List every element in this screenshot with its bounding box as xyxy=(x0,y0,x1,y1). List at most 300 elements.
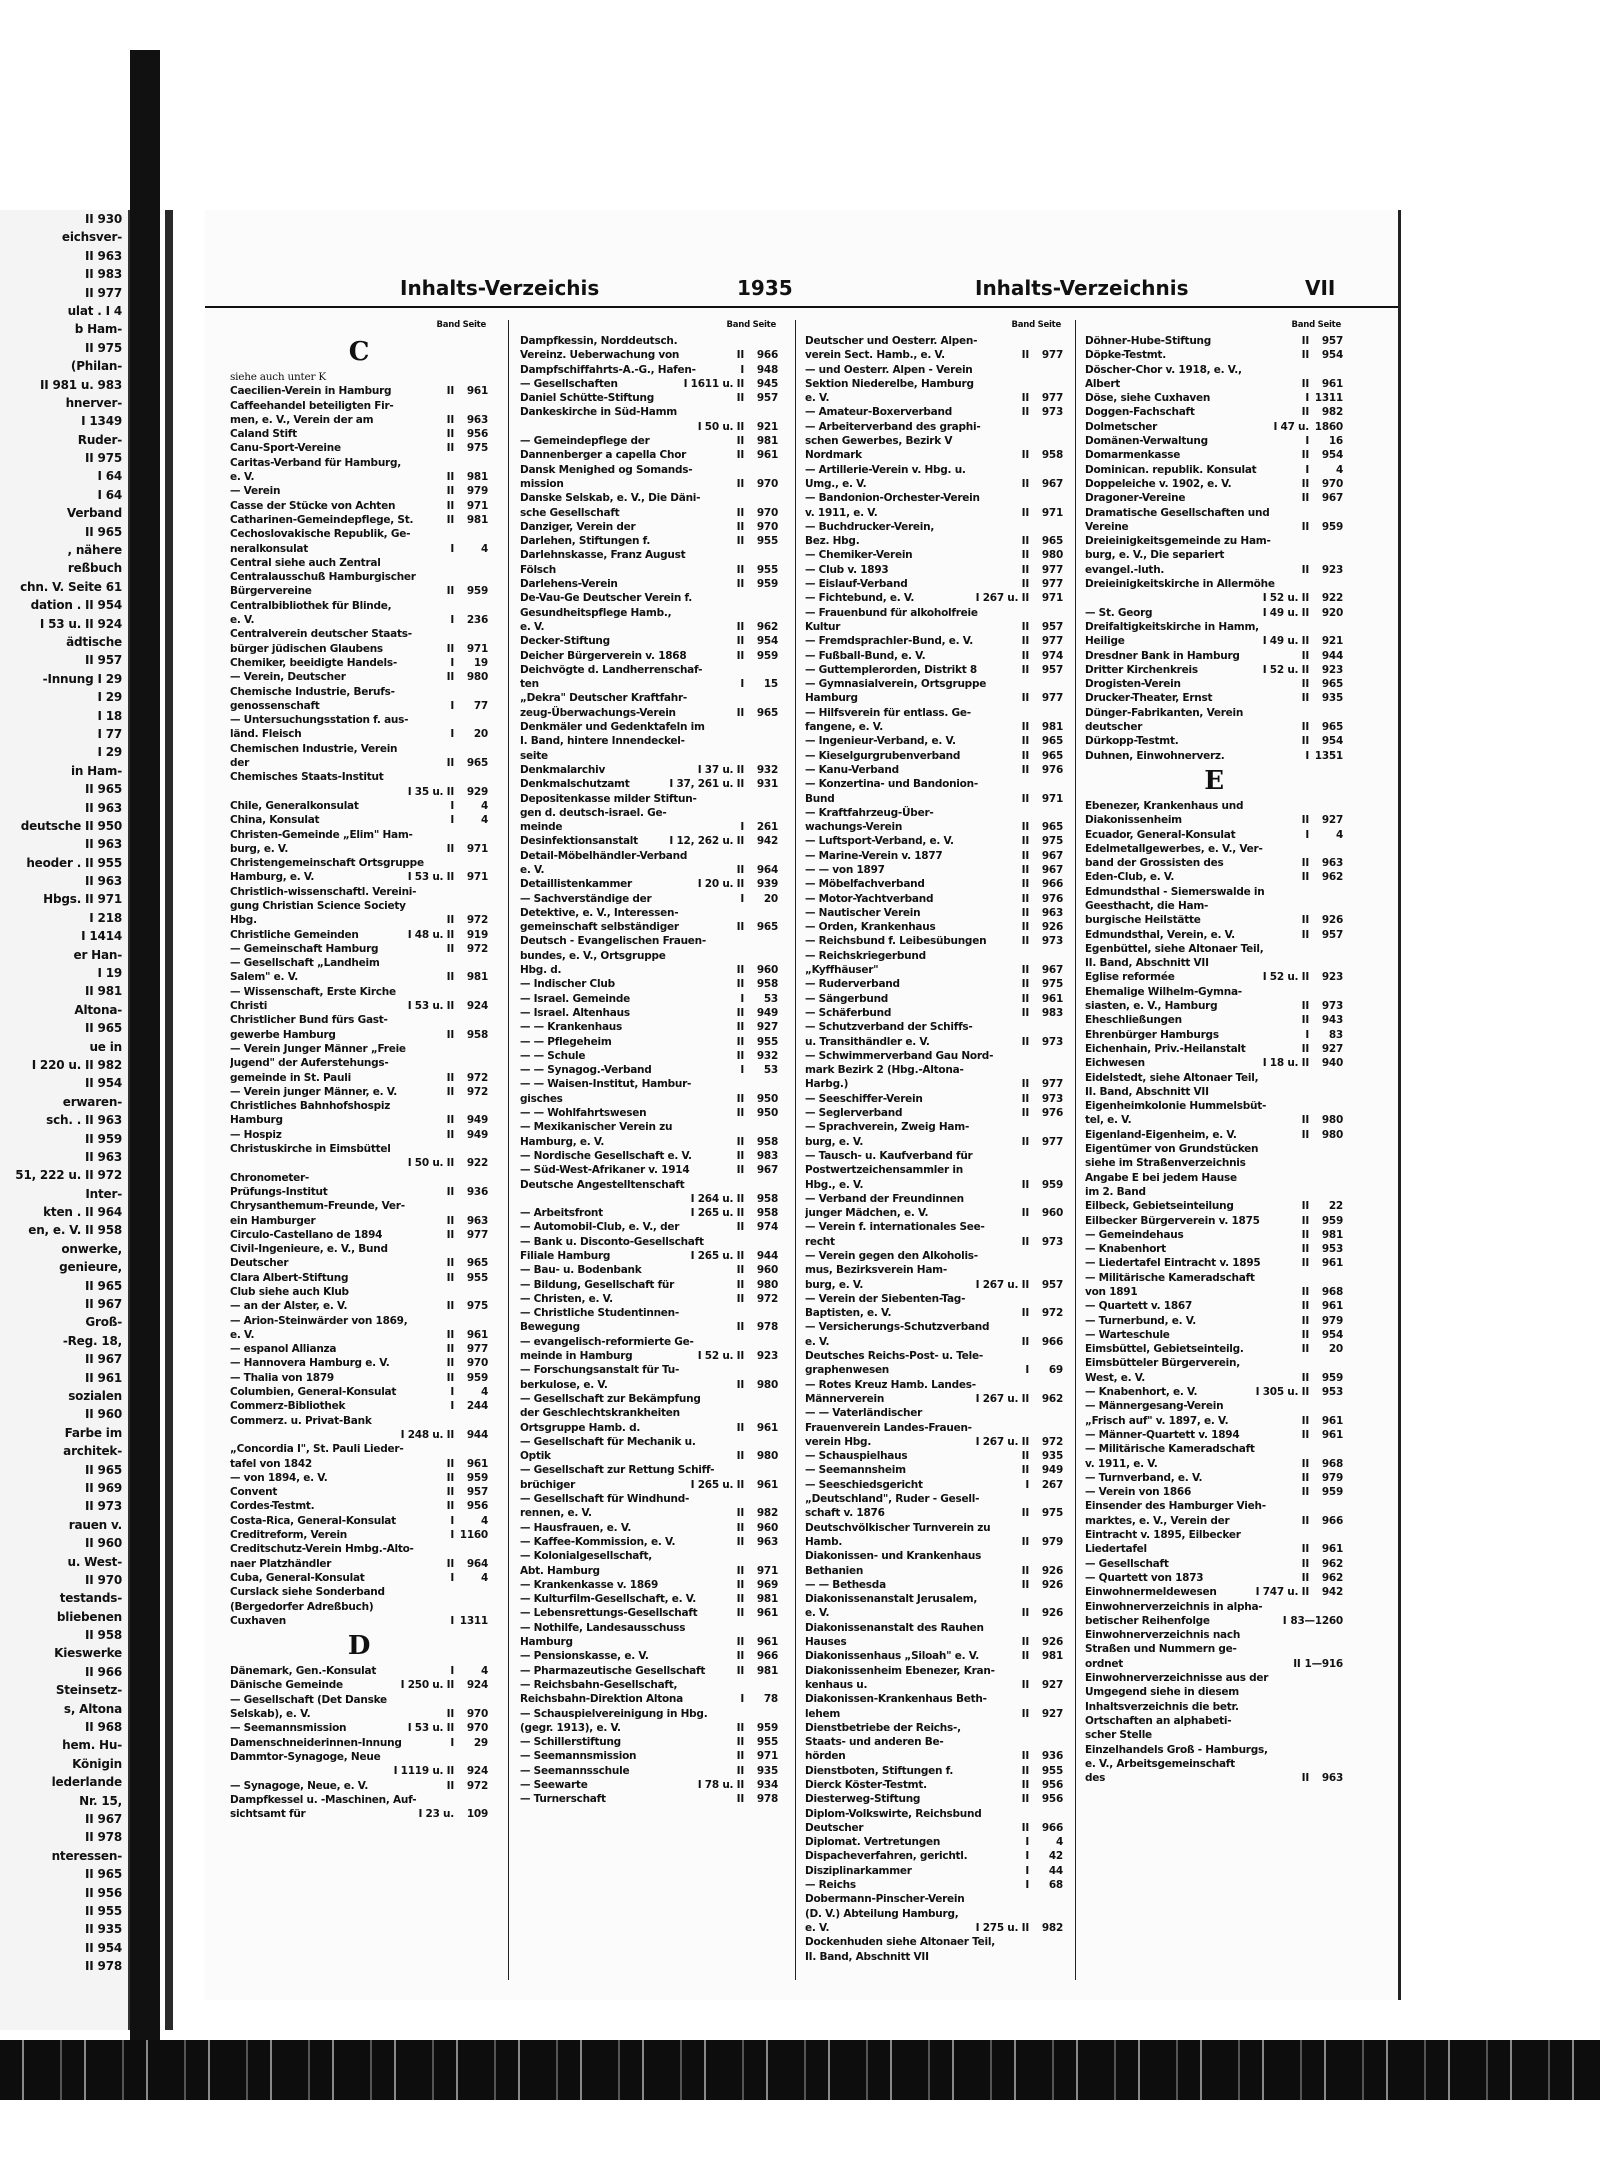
entry-band: II xyxy=(1021,1235,1029,1248)
entry-page: 921 xyxy=(1321,635,1343,648)
entry-page: 973 xyxy=(1041,1092,1063,1105)
index-entry xyxy=(805,620,1063,634)
entry-page: 944 xyxy=(756,1250,778,1262)
entry-name: burg, e. V. xyxy=(230,842,289,855)
entry-band: II xyxy=(736,1421,744,1434)
entry-name: — Christen, e. V. xyxy=(520,1292,613,1305)
entry-band: II xyxy=(736,1049,744,1062)
index-entry xyxy=(1085,942,1343,956)
index-entry xyxy=(1085,1214,1343,1228)
entry-name: — Untersuchungsstation f. aus- xyxy=(230,714,409,727)
entry-name: Dragoner-Vereine xyxy=(1085,492,1186,505)
column-divider xyxy=(508,320,509,1980)
index-entry xyxy=(1085,1485,1343,1499)
entry-page: 949 xyxy=(466,1128,488,1141)
entry-name: Vereinz. Ueberwachung von xyxy=(520,349,680,362)
entry-page: 961 xyxy=(756,1478,778,1491)
entry-page: 971 xyxy=(466,842,488,855)
entry-name: — Verein von 1866 xyxy=(1085,1486,1192,1499)
index-entry xyxy=(230,1228,488,1242)
entry-band: I 49 u. II xyxy=(1262,606,1309,619)
entry-name: — Bandonion-Orchester-Verein xyxy=(805,492,980,505)
entry-name: Doppeleiche v. 1902, e. V. xyxy=(1085,477,1232,490)
entry-name: Eheschließungen xyxy=(1085,1014,1182,1027)
index-entry xyxy=(805,1792,1063,1806)
index-entry xyxy=(805,1592,1063,1606)
entry-band: II xyxy=(446,513,454,526)
entry-name: naer Platzhändler xyxy=(230,1557,332,1570)
entry-page: 962 xyxy=(1321,1557,1343,1570)
entry-name: siasten, e. V., Hamburg xyxy=(1085,1000,1218,1013)
entry-name: — Fremdsprachler-Bund, e. V. xyxy=(805,635,974,648)
entry-name: — Artillerie-Verein v. Hbg. u. xyxy=(805,463,966,476)
entry-band: I xyxy=(1025,1864,1029,1877)
entry-name: — an der Alster, e. V. xyxy=(230,1300,348,1313)
index-entry xyxy=(1085,706,1343,720)
left-page-line: rauen v. xyxy=(68,1517,122,1532)
index-entry xyxy=(520,591,778,605)
index-entry xyxy=(230,427,488,441)
entry-name: — Reichskriegerbund xyxy=(805,949,926,962)
index-entry xyxy=(520,1220,778,1234)
left-page-line: lederlande xyxy=(51,1775,122,1790)
entry-page: 964 xyxy=(466,1557,488,1570)
index-entry xyxy=(520,620,778,634)
index-entry xyxy=(1085,1042,1343,1056)
entry-name: Denkmalarchiv xyxy=(520,763,606,776)
left-page-line: , nähere xyxy=(67,543,122,558)
left-page-line: II 935 xyxy=(85,1922,122,1937)
index-entry xyxy=(805,1349,1063,1363)
entry-page: 966 xyxy=(1041,878,1063,891)
index-entry xyxy=(1085,1657,1343,1671)
index-entry xyxy=(805,749,1063,763)
index-entry xyxy=(230,1807,488,1821)
entry-name: — Schauspielvereinigung in Hbg. xyxy=(520,1707,708,1720)
index-entry xyxy=(520,348,778,362)
left-page-line: II 954 xyxy=(85,1940,122,1955)
index-entry xyxy=(805,534,1063,548)
entry-band: I xyxy=(1305,749,1309,762)
index-entry xyxy=(1085,405,1343,419)
entry-name: Inhaltsverzeichnis die betr. xyxy=(1085,1700,1239,1713)
index-entry xyxy=(805,649,1063,663)
index-entry xyxy=(520,1106,778,1120)
entry-name: II. Band, Abschnitt VII xyxy=(1085,1085,1209,1098)
index-entry xyxy=(520,1492,778,1506)
index-entry xyxy=(1085,1728,1343,1742)
index-entry xyxy=(805,1106,1063,1120)
entry-page: 83—1260 xyxy=(1290,1614,1343,1627)
entry-page: 935 xyxy=(1321,692,1343,705)
entry-band: II xyxy=(1301,1128,1309,1141)
left-page-line: Steinsetz- xyxy=(55,1683,122,1698)
index-entry xyxy=(805,834,1063,848)
entry-page: 922 xyxy=(1321,592,1343,605)
index-entry xyxy=(230,1242,488,1256)
entry-name: — Frauenbund für alkoholfreie xyxy=(805,606,978,619)
index-entry xyxy=(805,591,1063,605)
entry-page: 940 xyxy=(1321,1057,1343,1070)
index-entry xyxy=(520,1135,778,1149)
left-page-line: ädtische xyxy=(66,634,122,649)
index-entry xyxy=(230,899,488,913)
index-entry xyxy=(230,642,488,656)
entry-page: 963 xyxy=(1321,857,1343,870)
index-entry xyxy=(520,949,778,963)
entry-name: Heilige xyxy=(1085,635,1125,648)
left-page-line: II 958 xyxy=(85,1628,122,1643)
left-page-line: II 967 xyxy=(85,1352,122,1367)
entry-name: — Lebensrettungs-Gesellschaft xyxy=(520,1607,698,1620)
entry-band: II xyxy=(736,1650,744,1663)
entry-page: 962 xyxy=(756,620,778,633)
entry-band: I xyxy=(1025,1879,1029,1892)
index-entry xyxy=(520,1149,778,1163)
index-entry xyxy=(520,1635,778,1649)
entry-page: 29 xyxy=(473,1736,488,1749)
entry-page: 959 xyxy=(1321,1371,1343,1384)
entry-page: 970 xyxy=(466,1722,488,1735)
entry-name: Eigenheimkolonie Hummelsbüt- xyxy=(1085,1100,1267,1113)
left-page-line: Nr. 15, xyxy=(79,1793,122,1808)
entry-name: ein Hamburger xyxy=(230,1214,316,1227)
entry-name: e. V. xyxy=(805,1921,830,1934)
index-entry xyxy=(805,1849,1063,1863)
entry-band: I xyxy=(450,728,454,741)
entry-band: I xyxy=(1305,828,1309,841)
index-entry xyxy=(1085,999,1343,1013)
index-entry xyxy=(805,1335,1063,1349)
entry-band: I xyxy=(740,1693,744,1706)
index-entry xyxy=(230,1707,488,1721)
entry-page: 1—916 xyxy=(1304,1657,1343,1670)
left-page-line: Altona- xyxy=(74,1002,122,1017)
entry-page: 961 xyxy=(1321,377,1343,390)
entry-page: 935 xyxy=(1041,1450,1063,1463)
entry-page: 979 xyxy=(1321,1314,1343,1327)
entry-name: Einsender des Hamburger Vieh- xyxy=(1085,1500,1266,1513)
index-entry xyxy=(1085,970,1343,984)
index-entry xyxy=(1085,1457,1343,1471)
index-entry xyxy=(805,477,1063,491)
entry-page: 923 xyxy=(756,1350,778,1363)
entry-band: II xyxy=(1021,906,1029,919)
entry-name: Civil-Ingenieure, e. V., Bund xyxy=(230,1243,388,1256)
entry-band: I 305 u. II xyxy=(1255,1386,1309,1399)
entry-name: Bund xyxy=(805,792,835,805)
entry-name: — Rotes Kreuz Hamb. Landes- xyxy=(805,1378,976,1391)
entry-band: I 37 u. II xyxy=(697,763,744,776)
entry-name: — Verein, Deutscher xyxy=(230,671,346,684)
entry-page: 927 xyxy=(1041,1707,1063,1720)
index-entry xyxy=(230,1256,488,1270)
index-entry xyxy=(520,1678,778,1692)
entry-band: I 275 u. II xyxy=(975,1921,1029,1934)
entry-name: — Luftsport-Verband, e. V. xyxy=(805,835,954,848)
entry-name: Jugend" der Auferstehungs- xyxy=(230,1057,389,1070)
entry-name: e. V. xyxy=(520,620,545,633)
entry-page: 949 xyxy=(466,1114,488,1127)
left-page-line: Ruder- xyxy=(77,432,122,447)
entry-page: 1160 xyxy=(459,1529,488,1542)
entry-band: II xyxy=(1021,978,1029,991)
entry-name: — Verein der Siebenten-Tag- xyxy=(805,1292,966,1305)
entry-name: Dolmetscher xyxy=(1085,420,1158,433)
entry-page: 954 xyxy=(1321,1328,1343,1341)
index-entry xyxy=(805,577,1063,591)
index-entry xyxy=(230,999,488,1013)
entry-name: Deutscher und Oesterr. Alpen- xyxy=(805,335,978,347)
entry-name: Domänen-Verwaltung xyxy=(1085,435,1208,448)
index-entry xyxy=(230,985,488,999)
entry-name: Clara Albert-Stiftung xyxy=(230,1271,349,1284)
index-entry xyxy=(1085,1185,1343,1199)
entry-name: scher Stelle xyxy=(1085,1729,1152,1742)
entry-name: Caecilien-Verein in Hamburg xyxy=(230,385,392,398)
entry-name: schen Gewerbes, Bezirk V xyxy=(805,435,953,448)
index-entry xyxy=(520,892,778,906)
entry-name: Christengemeinschaft Ortsgruppe xyxy=(230,857,424,870)
index-entry xyxy=(520,763,778,777)
entry-page: 977 xyxy=(1041,635,1063,648)
left-page-line: I 218 xyxy=(89,910,122,925)
entry-name: Circulo-Castellano de 1894 xyxy=(230,1228,383,1241)
band-header: Band xyxy=(1291,320,1318,330)
entry-page: 963 xyxy=(1321,1772,1343,1785)
entry-band: II xyxy=(1021,535,1029,548)
index-entry xyxy=(1085,813,1343,827)
index-entry xyxy=(805,1749,1063,1763)
entry-page: 920 xyxy=(1321,606,1343,619)
index-entry xyxy=(805,1320,1063,1334)
index-entry xyxy=(805,1306,1063,1320)
entry-band: I 12, 262 u. II xyxy=(669,835,744,848)
entry-band: I 78 u. II xyxy=(697,1778,744,1791)
entry-page: 77 xyxy=(473,699,488,712)
entry-name: — Arion-Steinwärder von 1869, xyxy=(230,1314,408,1327)
entry-page: 924 xyxy=(466,1000,488,1013)
entry-band: II xyxy=(736,706,744,719)
left-page-line: en, e. V. II 958 xyxy=(28,1223,122,1238)
entry-page: 973 xyxy=(1321,1000,1343,1013)
entry-page: 20 xyxy=(1328,1343,1343,1356)
index-entry xyxy=(520,1092,778,1106)
index-entry xyxy=(805,1392,1063,1406)
index-entry xyxy=(520,792,778,806)
entry-page: 961 xyxy=(466,1457,488,1470)
entry-band: II xyxy=(1021,1450,1029,1463)
entry-name: — Reichsbahn-Gesellschaft, xyxy=(520,1678,678,1691)
entry-band: II xyxy=(446,413,454,426)
index-entry xyxy=(230,1285,488,1299)
entry-page: 970 xyxy=(756,477,778,490)
index-entry xyxy=(230,1750,488,1764)
entry-name: Diakonissenhaus „Siloah" e. V. xyxy=(805,1650,980,1663)
index-entry xyxy=(520,1363,778,1377)
index-entry xyxy=(1085,334,1343,348)
left-page-line: II 960 xyxy=(85,1407,122,1422)
index-entry xyxy=(230,1485,488,1499)
index-entry xyxy=(520,849,778,863)
index-entry xyxy=(520,691,778,705)
entry-band: II xyxy=(1021,878,1029,891)
entry-name: Eilbecker Bürgerverein v. 1875 xyxy=(1085,1214,1260,1227)
left-page-line: onwerke, xyxy=(61,1241,122,1256)
entry-page: 958 xyxy=(466,1028,488,1041)
index-entry xyxy=(805,1664,1063,1678)
entry-name: Dobermann-Pinscher-Verein xyxy=(805,1893,965,1906)
entry-band: II xyxy=(736,1264,744,1277)
entry-band: II xyxy=(736,1164,744,1177)
entry-page: 977 xyxy=(466,1228,488,1241)
entry-page: 960 xyxy=(1041,1207,1063,1220)
entry-band: I 50 u. II xyxy=(697,420,744,433)
index-entry xyxy=(805,820,1063,834)
index-entry xyxy=(1085,1771,1343,1785)
index-entry xyxy=(520,534,778,548)
entry-name: Einzelhandels Groß - Hamburgs, xyxy=(1085,1743,1268,1756)
entry-name: Hbg. d. xyxy=(520,964,562,977)
entry-name: Döse, siehe Cuxhaven xyxy=(1085,392,1211,405)
entry-name: Hamburg xyxy=(805,692,858,705)
index-entry xyxy=(230,928,488,942)
index-entry xyxy=(1085,1399,1343,1413)
entry-band: I xyxy=(740,678,744,691)
index-entry xyxy=(520,577,778,591)
entry-name: Gesundheitspflege Hamb., xyxy=(520,606,672,619)
index-entry xyxy=(520,1249,778,1263)
entry-band: II xyxy=(1021,921,1029,934)
entry-band: II xyxy=(736,1035,744,1048)
entry-name: Danziger, Verein der xyxy=(520,520,636,533)
index-entry xyxy=(805,434,1063,448)
left-page-line: Farbe im xyxy=(64,1425,122,1440)
index-entry xyxy=(520,806,778,820)
entry-page: 967 xyxy=(1321,492,1343,505)
entry-name: Commerz-Bibliothek xyxy=(230,1400,346,1413)
entry-band: II xyxy=(1301,1457,1309,1470)
entry-name: Dreieinigkeitskirche in Allermöhe xyxy=(1085,578,1275,591)
column-header xyxy=(520,320,778,334)
entry-band: I xyxy=(450,614,454,627)
entry-page: 957 xyxy=(466,1486,488,1499)
entry-page: 957 xyxy=(1041,1278,1063,1291)
entry-name: siehe im Straßenverzeichnis xyxy=(1085,1157,1246,1170)
index-entry xyxy=(520,1478,778,1492)
index-entry xyxy=(1085,606,1343,620)
entry-name: „Frisch auf" v. 1897, e. V. xyxy=(1085,1414,1229,1427)
index-entry xyxy=(230,1557,488,1571)
index-entry xyxy=(230,785,488,799)
left-page-line: II 966 xyxy=(85,1664,122,1679)
entry-band: II xyxy=(1301,563,1309,576)
index-entry xyxy=(230,599,488,613)
entry-page: 923 xyxy=(1321,971,1343,984)
entry-page: 975 xyxy=(1041,1507,1063,1520)
index-entry xyxy=(1085,1542,1343,1556)
entry-name: rennen, e. V. xyxy=(520,1507,592,1520)
left-page-line: b Ham- xyxy=(74,322,122,337)
index-entry xyxy=(520,1349,778,1363)
entry-name: — Krankenkasse v. 1869 xyxy=(520,1578,659,1591)
entry-band: II xyxy=(1301,1114,1309,1127)
entry-name: — Fußball-Bund, e. V. xyxy=(805,649,926,662)
entry-band: II xyxy=(736,578,744,591)
entry-page: 956 xyxy=(466,428,488,441)
entry-band: II xyxy=(446,757,454,770)
entry-name: Filiale Hamburg xyxy=(520,1250,611,1262)
entry-band: II xyxy=(736,477,744,490)
index-entry xyxy=(805,977,1063,991)
left-page-line: II 965 xyxy=(85,524,122,539)
entry-name: Eichwesen xyxy=(1085,1057,1145,1070)
index-entry xyxy=(805,1707,1063,1721)
entry-name: „Dekra" Deutscher Kraftfahr- xyxy=(520,692,687,705)
entry-page: 959 xyxy=(1041,1178,1063,1191)
index-entry xyxy=(520,749,778,763)
entry-band: II xyxy=(446,585,454,598)
binding-gutter xyxy=(130,50,160,2050)
entry-name: — Reichs xyxy=(805,1879,856,1892)
index-entry xyxy=(1085,1013,1343,1027)
entry-name: Club siehe auch Klub xyxy=(230,1286,349,1298)
entry-band: II xyxy=(1301,449,1309,462)
band-header: Band xyxy=(1011,320,1038,330)
entry-page: 959 xyxy=(756,649,778,662)
entry-name: Harbg.) xyxy=(805,1078,849,1091)
entry-band: II xyxy=(736,1021,744,1034)
entry-name: Darlehnskasse, Franz August xyxy=(520,549,686,562)
entry-page: 957 xyxy=(1041,663,1063,676)
entry-page: 961 xyxy=(1321,1300,1343,1313)
entry-page: 957 xyxy=(1321,928,1343,941)
entry-page: 972 xyxy=(1041,1435,1063,1448)
entry-page: 970 xyxy=(466,1708,488,1721)
entry-band: I xyxy=(450,814,454,827)
entry-name: zeug-Überwachungs-Verein xyxy=(520,706,676,719)
entry-name: Männerverein xyxy=(805,1392,885,1405)
index-entry xyxy=(805,1378,1063,1392)
entry-band: II xyxy=(736,1793,744,1806)
index-entry xyxy=(1085,491,1343,505)
entry-band: II xyxy=(1301,1328,1309,1341)
index-entry xyxy=(520,1320,778,1334)
entry-name: — Sängerbund xyxy=(805,992,889,1005)
left-page-line: dation . II 954 xyxy=(30,598,122,613)
index-entry xyxy=(1085,1499,1343,1513)
entry-band: II xyxy=(1021,935,1029,948)
entry-name: Nordmark xyxy=(805,449,862,462)
entry-page: 982 xyxy=(756,1507,778,1520)
entry-band: II xyxy=(1021,1564,1029,1577)
index-entry xyxy=(230,1199,488,1213)
left-page-line: hem. Hu- xyxy=(62,1738,122,1753)
entry-band: I xyxy=(1305,435,1309,448)
index-entry xyxy=(230,685,488,699)
entry-name: — Nautischer Verein xyxy=(805,906,921,919)
index-entry xyxy=(1085,885,1343,899)
entry-name: — Chemiker-Verein xyxy=(805,549,913,562)
index-entry xyxy=(520,1721,778,1735)
index-entry xyxy=(1085,1371,1343,1385)
entry-name: — Gymnasialverein, Ortsgruppe xyxy=(805,678,987,691)
entry-band: II xyxy=(1021,692,1029,705)
entry-name: Cordes-Testmt. xyxy=(230,1500,315,1513)
entry-name: — — Schule xyxy=(520,1049,586,1062)
entry-page: 965 xyxy=(466,757,488,770)
entry-page: 923 xyxy=(1321,663,1343,676)
